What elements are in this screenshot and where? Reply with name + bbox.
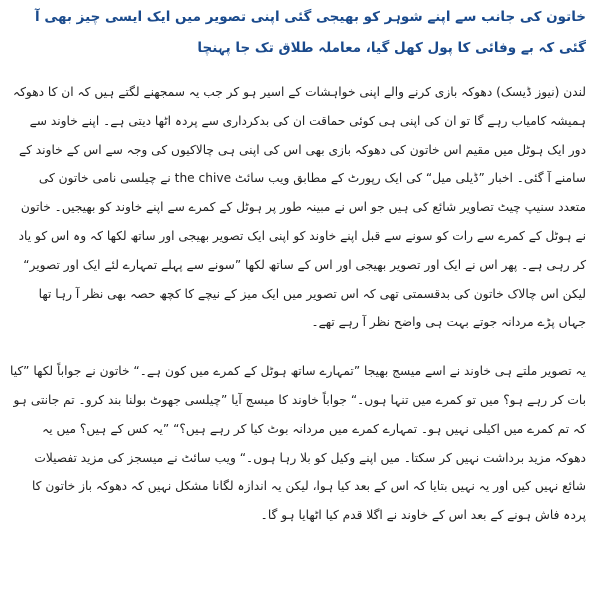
article-paragraph: لندن (نیوز ڈیسک) دھوکہ بازی کرنے والے اپنی خواہشات کے اسیر ہو کر جب یہ سمجھنے لگتے ہیں کہ ان کا دھوکہ ہمیشہ کامیاب رہے گا تو ان کی اپنی ہی کوئی حماقت ان کی بدکرداری سے پردہ اٹھا دیتی ہے۔ اپنے خاوند سے دور ایک ہوٹل میں مقیم اس خاتون کی دھوکہ بازی بھی اس کی اپنی ہی چالاکیوں کی وجہ سے اس کے خاوند کے سامنے آ گئی۔ اخبار ”ڈیلی میل“ کی ایک رپورٹ کے مطابق ویب سائٹ the chive نے چیلسی نامی خاتون کی متعدد سنیپ چیٹ تصاویر شائع کی ہیں جو اس نے مبینہ طور پر ہوٹل کے کمرے سے اپنے خاوند کو بھیجیں۔ خاتون نے ہوٹل کے کمرے سے رات کو سونے سے قبل اپنے خاوند کو اپنی ایک تصویر بھیجی اور ساتھ لکھا کہ وہ اس کو یاد کر رہی ہے۔ پھر اس نے ایک اور تصویر بھیجی اور اس کے ساتھ لکھا ”سونے سے پہلے تمہارے لئے ایک اور تصویر“ لیکن اس چالاک خاتون کی بدقسمتی تھی کہ اس تصویر میں ایک میز کے نیچے کا کچھ حصہ بھی نظر آ رہا تھا جہاں پڑے مردانہ جوتے بہت ہی واضح نظر آ رہے تھے۔: [12, 85, 586, 330]
article-paragraph: یہ تصویر ملتے ہی خاوند نے اسے میسج بھیجا ”تمہارے ساتھ ہوٹل کے کمرے میں کون ہے۔“ خاتون نے جواباً لکھا ”کیا بات کر رہے ہو؟ میں تو کمرے میں تنہا ہوں۔“ جواباً خاوند کا میسج آیا ”چیلسی جھوٹ بولنا بند کرو۔ تم جانتی ہو کہ تم کمرے میں اکیلی نہیں ہو۔ تمہارے کمرے میں مردانہ بوٹ کیا کر رہے ہیں؟“ ”یہ کس کے ہیں؟ میں یہ دھوکہ مزید برداشت نہیں کر سکتا۔ میں اپنے وکیل کو بلا رہا ہوں۔“ ویب سائٹ نے میسجز کی مزید تفصیلات شائع نہیں کیں اور یہ نہیں بتایا کہ اس کے بعد کیا ہوا، لیکن یہ اندازہ لگانا مشکل نہیں کہ دھوکہ باز خاتون کا پردہ فاش ہونے کے بعد اس کے خاوند نے اگلا قدم کیا اٹھایا ہو گا۔: [9, 364, 586, 523]
article-headline: خاتون کی جانب سے اپنے شوہر کو بھیجی گئی اپنی تصویر میں ایک ایسی چیز بھی آ گئی کہ بے وفائی کا پول کھل گیا، معاملہ طلاق تک جا پہنچا: [35, 9, 586, 56]
